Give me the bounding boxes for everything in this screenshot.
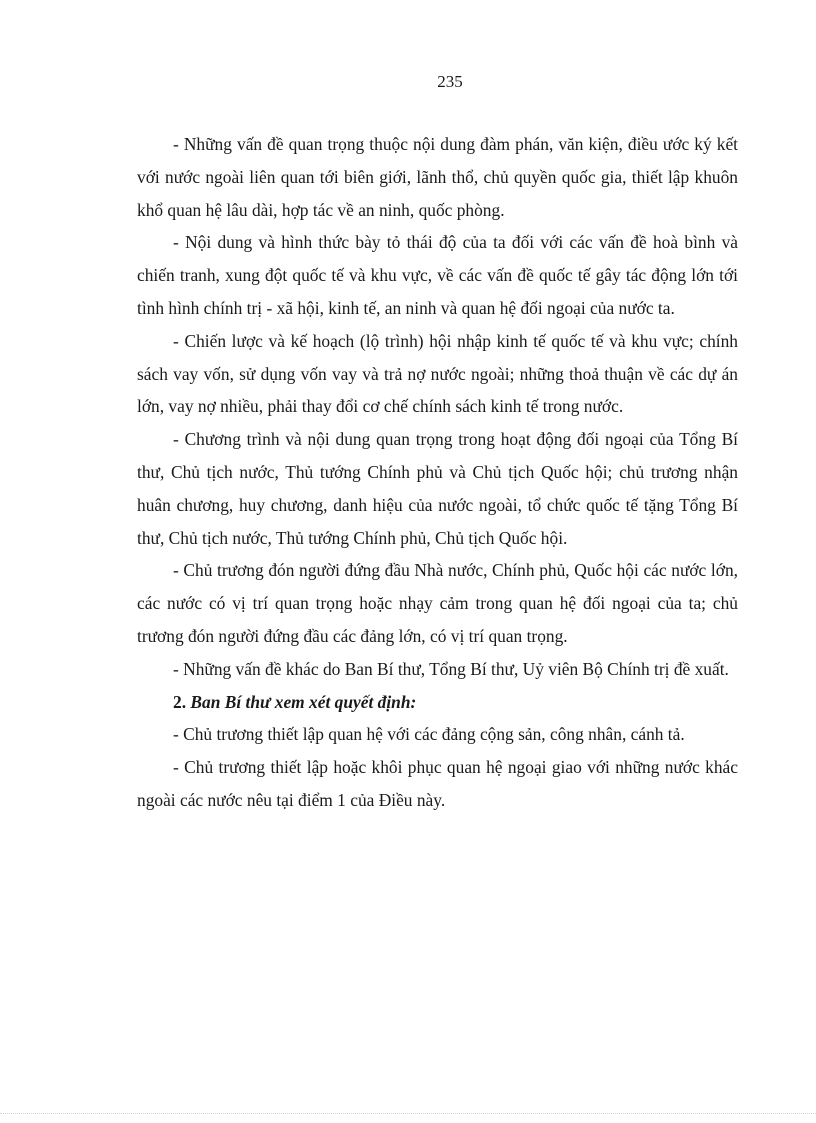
- paragraph-diplomatic-relations: - Chủ trương thiết lập hoặc khôi phục quan hệ ngoại giao với những nước khác ngoài các nước nêu tại điểm 1 của Điều này.: [137, 757, 738, 810]
- paragraph-other-matters: - Những vấn đề khác do Ban Bí thư, Tổng Bí thư, Uỷ viên Bộ Chính trị đề xuất.: [173, 658, 729, 679]
- paragraph-integration-strategy: - Chiến lược và kế hoạch (lộ trình) hội nhập kinh tế quốc tế và khu vực; chính sách vay vốn, sử dụng vốn vay và trả nợ nước ngoài; những thoả thuận về các dự án lớn, vay nợ nhiều, phải thay đổi cơ chế chính sách kinh tế trong nước.: [137, 330, 738, 417]
- document-body: [137, 128, 738, 817]
- paragraph-receiving-leaders: - Chủ trương đón người đứng đầu Nhà nước, Chính phủ, Quốc hội các nước lớn, các nước có vị trí quan trọng hoặc nhạy cảm trong quan hệ đối ngoại của ta; chủ trương đón người đứng đầu các đảng lớn, có vị trí quan trọng.: [137, 560, 738, 646]
- section-number: 2.: [173, 691, 187, 712]
- section-heading: [137, 686, 738, 719]
- paragraph-party-relations: - Chủ trương thiết lập quan hệ với các đảng cộng sản, công nhân, cánh tả.: [173, 724, 685, 745]
- paragraph-leaders-programs: - Chương trình và nội dung quan trọng trong hoạt động đối ngoại của Tổng Bí thư, Chủ tịch nước, Thủ tướng Chính phủ và Chủ tịch Quốc hội; chủ trương nhận huân chương, huy chương, danh hiệu của nước ngoài, tổ chức quốc tế tặng Tổng Bí thư, Chủ tịch nước, Thủ tướng Chính phủ, Chủ tịch Quốc hội.: [137, 429, 738, 548]
- section-title: Ban Bí thư xem xét quyết định:: [190, 691, 417, 712]
- paragraph-negotiation-matters: - Những vấn đề quan trọng thuộc nội dung đàm phán, văn kiện, điều ước ký kết với nước ngoài liên quan tới biên giới, lãnh thổ, chủ quyền quốc gia, thiết lập khuôn khổ quan hệ lâu dài, hợp tác về an ninh, quốc phòng.: [137, 134, 738, 220]
- page-bottom-border: [0, 1113, 816, 1114]
- page-number: 235: [437, 72, 463, 91]
- paragraph-stance-on-issues: - Nội dung và hình thức bày tỏ thái độ của ta đối với các vấn đề hoà bình và chiến tranh, xung đột quốc tế và khu vực, về các vấn đề quốc tế gây tác động lớn tới tình hình chính trị - xã hội, kinh tế, an ninh và quan hệ đối ngoại của nước ta.: [137, 232, 738, 318]
